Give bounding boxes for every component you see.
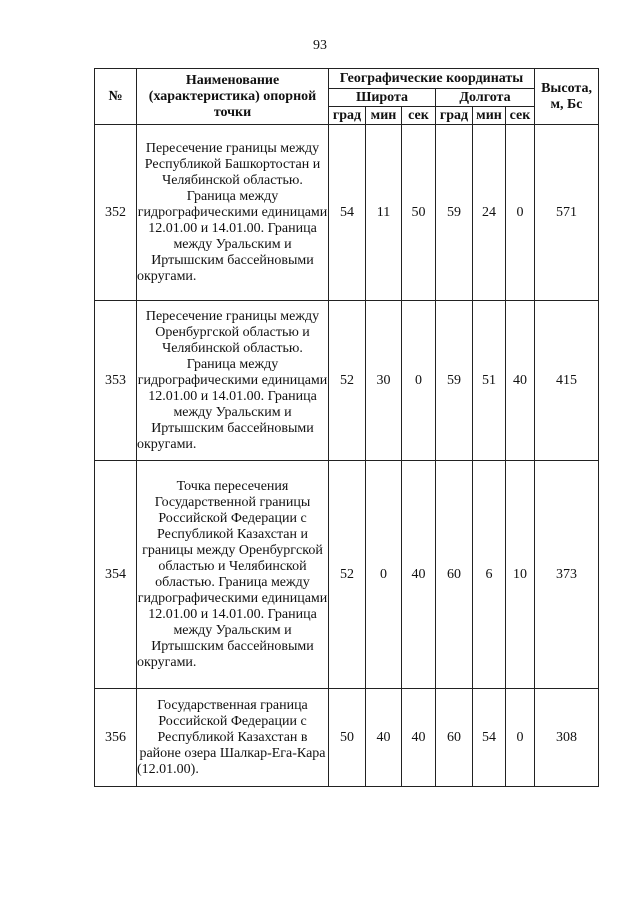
header-height: Высота, м, Бс [535, 69, 599, 125]
lon-min: 6 [473, 461, 506, 689]
reference-points-table [94, 68, 599, 787]
row-number: 352 [95, 125, 137, 301]
row-number: 353 [95, 301, 137, 461]
lon-min: 51 [473, 301, 506, 461]
height: 373 [535, 461, 599, 689]
lat-deg: 50 [329, 689, 366, 787]
header-name: Наименование (характеристика) опорной точки [137, 69, 329, 125]
header-lon-sec: сек [506, 107, 535, 125]
header-lat-sec: сек [402, 107, 436, 125]
header-lon-min: мин [473, 107, 506, 125]
lat-deg: 54 [329, 125, 366, 301]
height: 415 [535, 301, 599, 461]
height: 308 [535, 689, 599, 787]
lon-deg: 60 [436, 689, 473, 787]
row-name: Государственная граница Российской Федерации с Республикой Казахстан в районе озера Шалкар-Ега-Кара (12.01.00). [137, 689, 329, 787]
height: 571 [535, 125, 599, 301]
lat-sec: 50 [402, 125, 436, 301]
lon-sec: 0 [506, 125, 535, 301]
lon-min: 54 [473, 689, 506, 787]
table-row [95, 301, 599, 461]
lat-sec: 0 [402, 301, 436, 461]
header-no: № [95, 69, 137, 125]
header-lat-deg: град [329, 107, 366, 125]
lon-deg: 59 [436, 125, 473, 301]
lon-min: 24 [473, 125, 506, 301]
row-number: 354 [95, 461, 137, 689]
lat-deg: 52 [329, 301, 366, 461]
page-number: 93 [313, 38, 327, 53]
table-row [95, 689, 599, 787]
row-name: Пересечение границы между Республикой Башкортостан и Челябинской областью. Граница между гидрографическими единицами 12.01.00 и 14.01.00. Граница между Уральским и Иртышским бассейновыми округами. [137, 125, 329, 301]
lon-deg: 59 [436, 301, 473, 461]
lat-deg: 52 [329, 461, 366, 689]
table-row [95, 461, 599, 689]
lon-sec: 40 [506, 301, 535, 461]
lat-min: 0 [366, 461, 402, 689]
lat-min: 30 [366, 301, 402, 461]
lat-sec: 40 [402, 461, 436, 689]
header-lon-deg: град [436, 107, 473, 125]
header-longitude: Долгота [436, 89, 535, 107]
lon-deg: 60 [436, 461, 473, 689]
row-number: 356 [95, 689, 137, 787]
header-latitude: Широта [329, 89, 436, 107]
header-lat-min: мин [366, 107, 402, 125]
lon-sec: 0 [506, 689, 535, 787]
header-geo-coordinates: Географические координаты [329, 69, 535, 89]
row-name: Точка пересечения Государственной границы Российской Федерации с Республикой Казахстан и границы между Оренбургской областью и Челябинской областью. Граница между гидрографическими единицами 12.01.00 и 14.01.00. Граница между Уральским и Иртышским бассейновыми округами. [137, 461, 329, 689]
lat-min: 11 [366, 125, 402, 301]
table-row [95, 125, 599, 301]
lon-sec: 10 [506, 461, 535, 689]
lat-sec: 40 [402, 689, 436, 787]
lat-min: 40 [366, 689, 402, 787]
row-name: Пересечение границы между Оренбургской областью и Челябинской областью. Граница между гидрографическими единицами 12.01.00 и 14.01.00. Граница между Уральским и Иртышским бассейновыми округами. [137, 301, 329, 461]
